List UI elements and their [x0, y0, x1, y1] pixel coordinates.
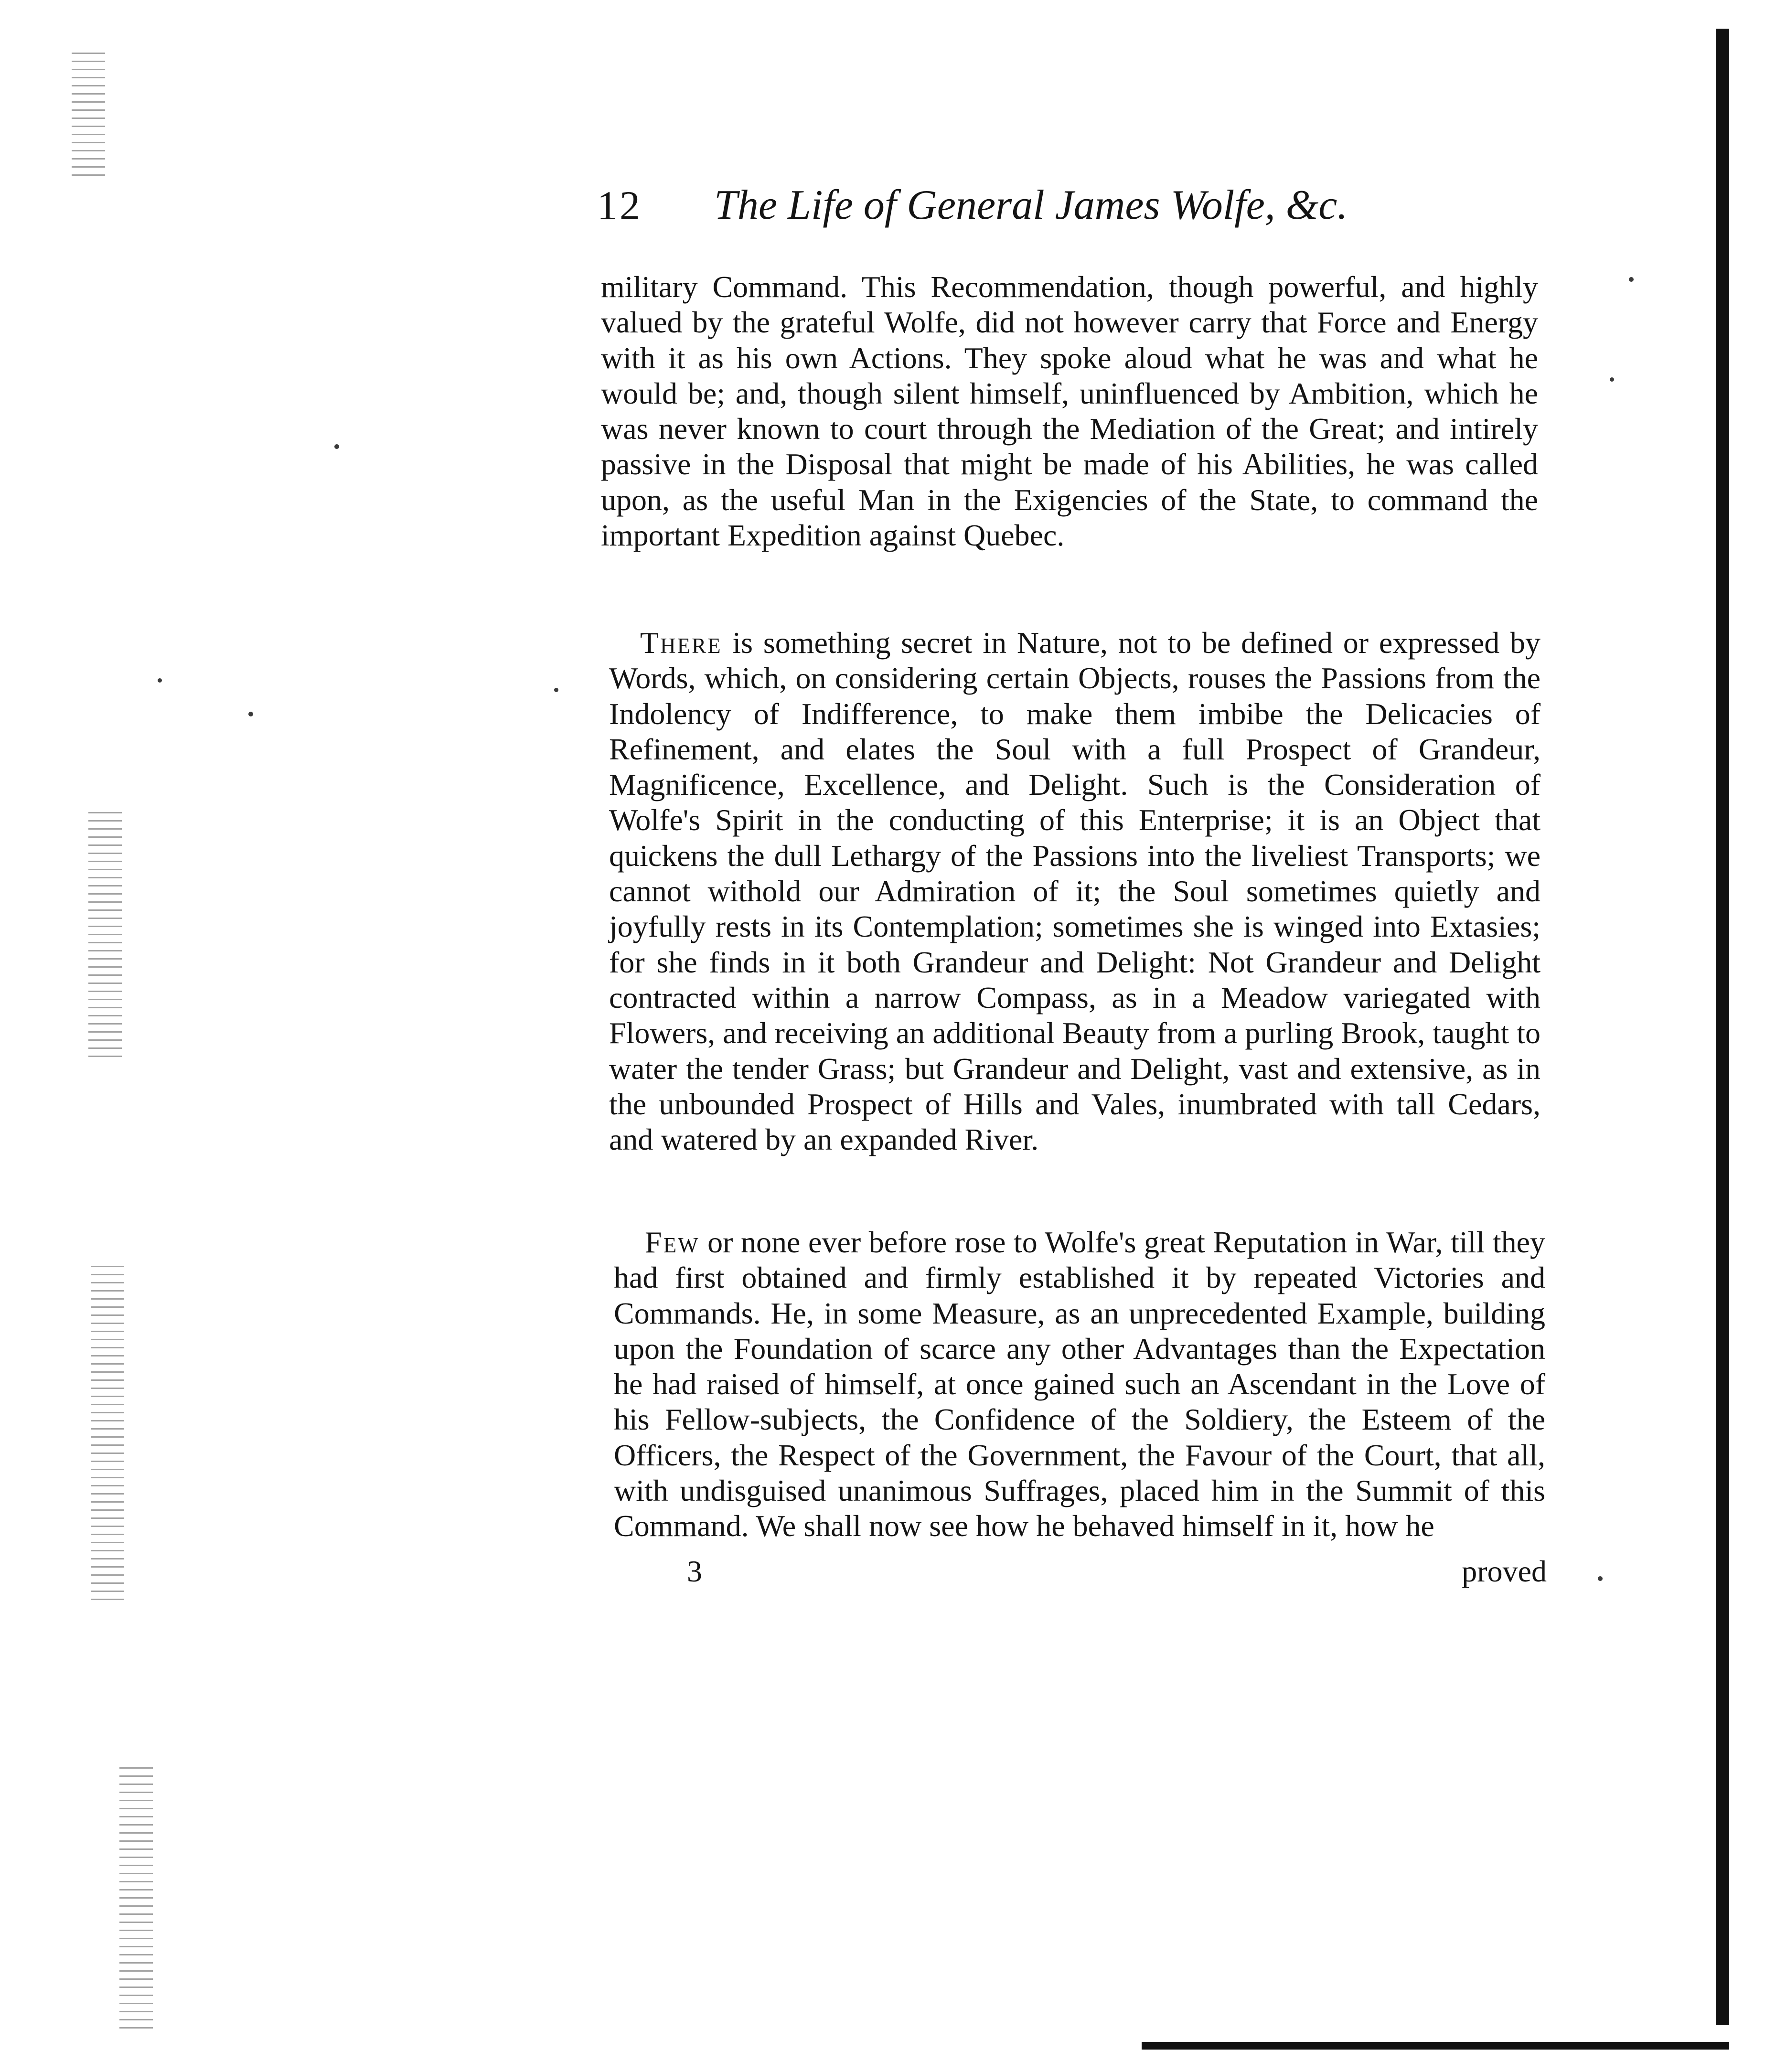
- page-footer: [687, 1552, 1547, 1591]
- paper-speck: [1610, 377, 1614, 382]
- paragraph-1: military Command. This Recommendation, though powerful, and highly valued by the grateful Wolfe, did not however carry that Force and Energy with it as his own Actions. They spoke aloud what he was and what he would be; and, though silent himself, uninfluenced by Ambition, which he was never known to court through the Mediation of the Great; and intirely passive in the Disposal that might be made of his Abilities, he was called upon, as the useful Man in the Exigencies of the State, to command the important Expedition against Quebec.: [601, 270, 1538, 553]
- signature-mark: 3: [687, 1554, 702, 1588]
- paragraph-3-body: or none ever before rose to Wolfe's great Reputation in War, till they had first obtained and firmly established it by repeated Victories and Commands. He, in some Measure, as an unprecedented Example, building upon the Foundation of scarce any other Advantages than the Expectation he had raised of himself, at once gained such an Ascendant in the Love of his Fellow-subjects, the Confidence of the Soldiery, the Esteem of the Officers, the Respect of the Government, the Favour of the Court, that all, with undisguised unanimous Suffrages, placed him in the Summit of this Command. We shall now see how he behaved himself in it, how he: [614, 1225, 1546, 1543]
- catchword: proved: [1462, 1554, 1547, 1588]
- edge-scuff-mark: [72, 53, 105, 177]
- running-header: [597, 172, 1529, 239]
- paper-speck: [158, 678, 162, 683]
- paragraph-2-body: is something secret in Nature, not to be defined or expressed by Words, which, on considering certain Objects, rouses the Passions from the Indolency of Indifference, to make them imbibe the Delicacies of Refinement, and elates the Soul with a full Prospect of Grandeur, Magnificence, Excellence, and Delight. Such is the Consideration of Wolfe's Spirit in the conducting of this Enterprise; it is an Object that quickens the dull Lethargy of the Passions into the liveliest Transports; we cannot withold our Admiration of it; the Soul sometimes quietly and joyfully rests in its Contemplation; sometimes she is winged into Extasies; for she finds in it both Grandeur and Delight: Not Grandeur and Delight contracted within a narrow Compass, as in a Meadow variegated with Flowers, and receiving an additional Beauty from a purling Brook, taught to water the tender Grass; but Grandeur and Delight, vast and extensive, as in the unbounded Prospect of Hills and Vales, inumbrated with tall Cedars, and watered by an expanded River.: [609, 626, 1541, 1157]
- paper-speck: [1629, 277, 1634, 282]
- paper-speck: [248, 712, 253, 716]
- paragraph-2-lead-word: There: [640, 626, 722, 660]
- paragraph-3: [614, 1225, 1545, 1544]
- paragraph-3-lead-word: Few: [645, 1225, 700, 1259]
- paper-speck: [1598, 1576, 1603, 1581]
- edge-scuff-mark: [91, 1266, 124, 1600]
- paper-speck: [554, 688, 558, 692]
- binding-shadow-right: [1716, 29, 1729, 2025]
- paper-speck: [334, 444, 339, 449]
- edge-scuff-mark: [88, 812, 122, 1060]
- paragraph-2: [609, 625, 1540, 1157]
- page-number: 12: [597, 182, 642, 228]
- edge-scuff-mark: [119, 1767, 153, 2035]
- binding-shadow-bottom: [1142, 2042, 1729, 2050]
- running-title: The Life of General James Wolfe, &c.: [714, 182, 1348, 228]
